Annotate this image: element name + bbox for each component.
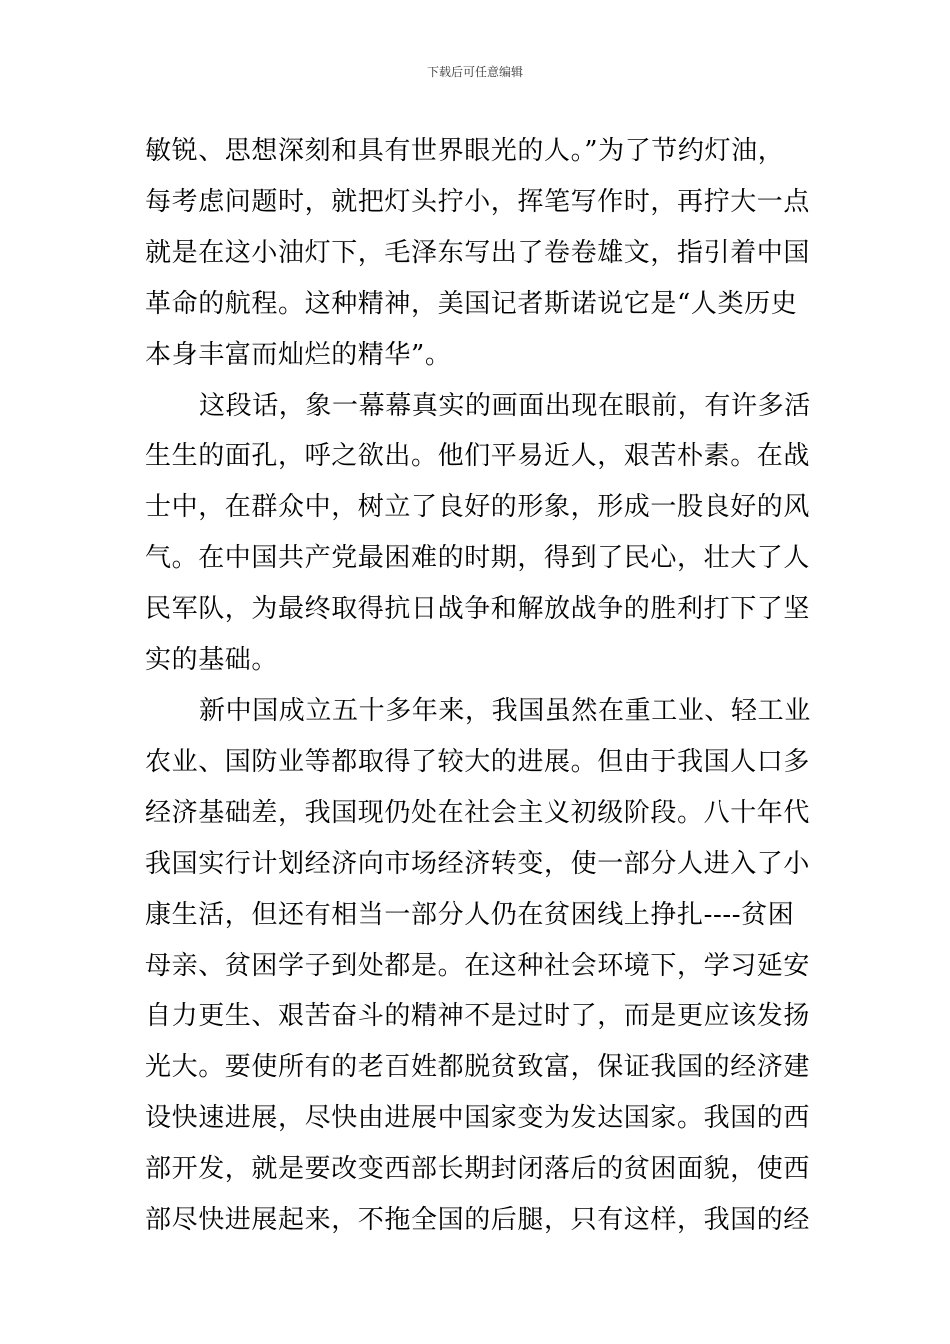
text-line: 革命的航程。这种精神，美国记者斯诺说它是“人类历史 (145, 288, 798, 319)
paragraph (145, 126, 815, 381)
text-line: 新中国成立五十多年来，我国虽然在重工业、轻工业 (199, 695, 811, 726)
text-line: 本身丰富而灿烂的精华”。 (145, 339, 452, 370)
paragraph (145, 381, 815, 686)
text-line: 民军队，为最终取得抗日战争和解放战争的胜利打下了坚 (145, 594, 811, 625)
text-line: 生生的面孔，呼之欲出。他们平易近人，艰苦朴素。在战 (145, 441, 811, 472)
text-line: 部开发，就是要改变西部长期封闭落后的贫困面貌，使西 (145, 1154, 811, 1185)
page-header: 下载后可任意编辑 (426, 65, 523, 79)
text-line: 经济基础差，我国现仍处在社会主义初级阶段。八十年代 (145, 797, 811, 828)
text-line: 每考虑问题时，就把灯头拧小，挥笔写作时，再拧大一点 (145, 186, 811, 217)
text-line: 实的基础。 (145, 645, 279, 676)
text-line: 部尽快进展起来，不拖全国的后腿，只有这样，我国的经 (145, 1205, 811, 1236)
paragraph (145, 686, 815, 1246)
text-line: 光大。要使所有的老百姓都脱贫致富，保证我国的经济建 (145, 1052, 811, 1083)
text-line: 士中，在群众中，树立了良好的形象，形成一股良好的风 (145, 492, 811, 523)
text-line: 我国实行计划经济向市场经济转变，使一部分人进入了小 (145, 848, 811, 879)
text-line: 这段话，象一幕幕真实的画面出现在眼前，有许多活 (199, 390, 811, 421)
document-body (145, 126, 815, 1246)
text-line: 设快速进展，尽快由进展中国家变为发达国家。我国的西 (145, 1103, 811, 1134)
text-line: 气。在中国共产党最困难的时期，得到了民心，壮大了人 (145, 543, 811, 574)
text-line: 自力更生、艰苦奋斗的精神不是过时了，而是更应该发扬 (145, 1001, 811, 1032)
text-line: 农业、国防业等都取得了较大的进展。但由于我国人口多 (145, 746, 811, 777)
text-line: 敏锐、思想深刻和具有世界眼光的人。”为了节约灯油， (145, 136, 785, 166)
text-line: 康生活，但还有相当一部分人仍在贫困线上挣扎----贫困 (145, 899, 795, 930)
text-line: 就是在这小油灯下，毛泽东写出了卷卷雄文，指引着中国 (145, 237, 811, 268)
text-line: 母亲、贫困学子到处都是。在这种社会环境下，学习延安 (145, 950, 811, 981)
